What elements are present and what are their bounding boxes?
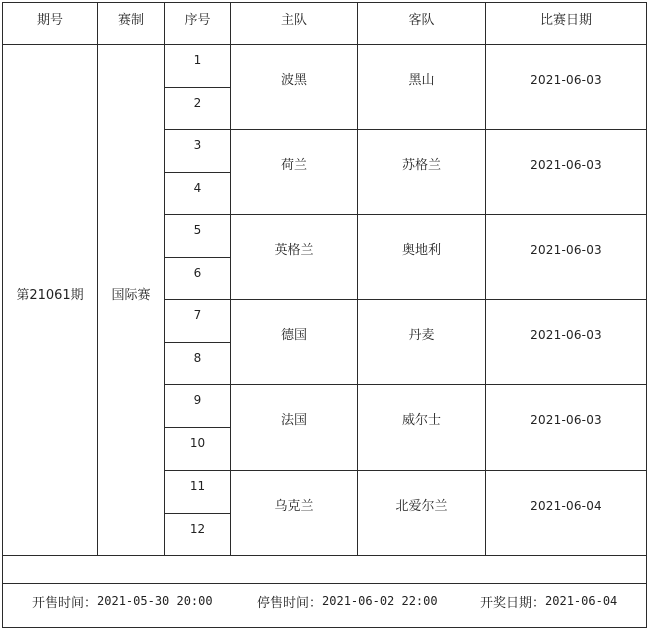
- header-match-date: 比赛日期: [539, 12, 592, 28]
- draw-date: 2021-06-04: [545, 594, 618, 608]
- body-bottom-line: [2, 555, 647, 556]
- header-format: 赛制: [117, 12, 144, 28]
- match-date-cell: 2021-06-03: [530, 243, 602, 257]
- away-team-cell: 苏格兰: [401, 157, 441, 173]
- home-team-cell: 乌克兰: [274, 498, 314, 514]
- header-serial: 序号: [184, 12, 211, 28]
- home-team-cell: 波黑: [280, 72, 307, 88]
- serial-cell: 3: [193, 138, 202, 152]
- away-team-cell: 威尔士: [401, 412, 441, 428]
- group-divider-2: [164, 214, 647, 215]
- home-team-cell: 法国: [280, 412, 307, 428]
- sale-start-time: 2021-05-30 20:00: [97, 594, 213, 608]
- serial-cell: 5: [193, 223, 202, 237]
- table-border-right: [646, 2, 647, 628]
- group-divider-3: [164, 299, 647, 300]
- home-team-cell: 英格兰: [274, 242, 314, 258]
- home-team-cell: 荷兰: [280, 157, 307, 173]
- serial-cell: 9: [193, 393, 202, 407]
- match-date-cell: 2021-06-03: [530, 158, 602, 172]
- sale-start-info: [32, 590, 213, 612]
- away-team-cell: 丹麦: [408, 327, 435, 343]
- serial-cell: 11: [189, 479, 206, 493]
- match-date-cell: 2021-06-04: [530, 499, 602, 513]
- sale-start-label: 开售时间：: [32, 595, 98, 611]
- away-team-cell: 奥地利: [401, 242, 441, 258]
- serial-cell: 2: [193, 96, 202, 110]
- sale-stop-time: 2021-06-02 22:00: [322, 594, 438, 608]
- sale-stop-info: [257, 590, 438, 612]
- match-date-cell: 2021-06-03: [530, 413, 602, 427]
- away-team-cell: 黑山: [408, 72, 435, 88]
- table-border-bottom: [2, 627, 647, 628]
- group-divider-4: [164, 384, 647, 385]
- serial-cell: 1: [193, 53, 202, 67]
- match-date-cell: 2021-06-03: [530, 328, 602, 342]
- serial-cell: 8: [193, 351, 202, 365]
- issue-number: 第21061期: [16, 287, 84, 303]
- group-divider-1: [164, 129, 647, 130]
- draw-date-label: 开奖日期：: [480, 595, 546, 611]
- serial-cell: 10: [189, 436, 206, 450]
- serial-cell: 6: [193, 266, 202, 280]
- group-divider-5: [164, 470, 647, 471]
- home-team-cell: 德国: [280, 327, 307, 343]
- header-issue: 期号: [36, 12, 63, 28]
- serial-cell: 12: [189, 522, 206, 536]
- sale-stop-label: 停售时间：: [257, 595, 323, 611]
- serial-cell: 4: [193, 181, 202, 195]
- serial-cell: 7: [193, 308, 202, 322]
- header-home-team: 主队: [280, 12, 307, 28]
- away-team-cell: 北爱尔兰: [395, 498, 448, 514]
- match-date-cell: 2021-06-03: [530, 73, 602, 87]
- lottery-schedule-table: [2, 2, 647, 628]
- header-away-team: 客队: [408, 12, 435, 28]
- footer-divider: [2, 583, 647, 584]
- match-format: 国际赛: [111, 287, 151, 303]
- draw-date-info: [480, 590, 617, 612]
